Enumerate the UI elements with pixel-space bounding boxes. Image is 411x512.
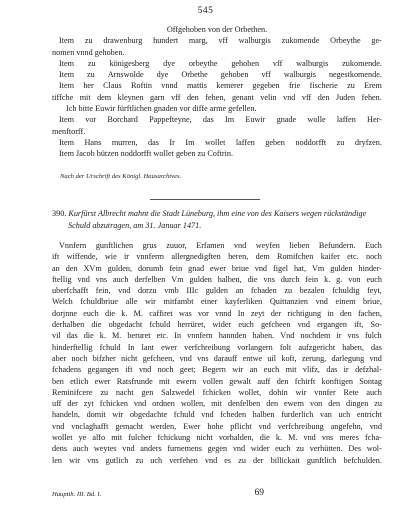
document-heading [52, 208, 382, 232]
body-line: ftellig vnd vns auch derfelben Vm gulden halben, die vns durch fein k. g. von euch [52, 274, 382, 284]
source-note: Nach der Urschrift des Königl. Hausarchives. [60, 173, 182, 180]
list-line: Item Jacob bützen noddorfft wollet geben zu Coftrin. [59, 149, 234, 159]
body-line: an den XVm gulden, dorumb fein gnad ewer briue vnd figel hat, Vm gulden hinder- [52, 263, 382, 273]
footer-volume-mark: Hauptth. III. Bd. I. [52, 491, 102, 498]
list-line: Item zu drawenburg hundert marg, vff walburgis zukomende Orbeythe ge- [59, 36, 382, 46]
body-line: ben etlich ewer Ratsfrunde mit ewern vollen gewalt auff den fchirft konftigen Sontag [52, 376, 382, 386]
page-footer [52, 488, 382, 498]
list-line: Item her Claus Roftin vnnd mattis kemerer gegeben frie fischerie zu Erem [59, 81, 382, 91]
list-line: Item zu königesberg dye orbeythe gehoben vff walburgis zukomende. [59, 58, 382, 68]
body-line: vil das die k. M. beruret etc. In vnnfern hannden haben. Vnd nochdem ir vns fulch [52, 331, 382, 341]
top-list [52, 24, 382, 160]
body-line: Vnnfern gunftlichen grus zuuor, Erfamen vnd weyfen lieben Befundern. Euch [59, 241, 382, 250]
body-line: hinderftellig fchuld In lant ewer verfchreibung vorlangern folt aufzgericht haben, das [52, 342, 382, 352]
body-line: dorjnne euch die k. M. caffiret was vor vnnd In zeyt der richtigung in den fachen, [52, 308, 382, 318]
list-line: nomen vnnd gehoben. [52, 47, 125, 57]
document-body [52, 240, 382, 466]
document-number: 390. [52, 209, 67, 218]
list-line: Item vor Borchard Pappefteyne, das Im Euwir gnade wolle laffen Her- [59, 115, 382, 125]
body-line: fchadens gegangen ift vnd noch geet; Begern wir an euch mit vlifz, das ir defzhal- [52, 365, 382, 375]
body-line: handeln, domit wir obgedachte fchuld vnd fcheden halben furderlich van uch entricht [52, 410, 382, 420]
body-line: len wir vns gutlich zu uch verfehen vnd es zu der billickait gunftlich befchulden. [52, 455, 382, 465]
list-line: Ich bitte Euwir fürftlichen gnaden vor diffe arme gefellen. [66, 104, 257, 114]
body-line: vnd vnclaghafft gemacht werden, Ewer hohe pflicht vnd verfchreibung angefehn, vnd [52, 421, 382, 431]
list-line: tiffche mit dem kleynen garn vff den fehen, genant velin vnd vff den Juden fehen. [52, 92, 382, 102]
section-divider [150, 199, 260, 200]
footer-signature: 69 [254, 488, 264, 498]
body-line: uff der zyt fchicken vnd ordnen wollen, mit denfelben den ewern von den dingen zu [52, 399, 382, 409]
body-line: wollet ye alfo mit fulcher fchickung nicht vorhalden, die k. M. vnd vns meres fcha- [52, 433, 382, 443]
list-line: Item Hans murren, das Ir Im wollet laffen geben noddorfft zu dryfzen. [59, 137, 382, 147]
document-title-line1: Kurfürst Albrecht mahnt die Stadt Lüneburg, ihm eine von des Kaisers wegen rückständige [68, 209, 367, 218]
body-line: Welch fchuldbriue alle wir mitfambt einer kayferliken Quittanzien vnd einem briue, [52, 297, 382, 307]
page-number: 545 [197, 6, 214, 16]
list-line: Item zu Arnswolde dye Orbethe gehoben vff walburgis negestkomende. [59, 70, 382, 80]
body-line: ift wiffende, wie ir vnnferm allergnedigften heren, dem Romifchen kaifer etc. noch [52, 252, 382, 262]
body-line: Reminifcere zu nacht gen Salzwedel fchicken wollet, dohin wir vnnfer Rete auch [52, 387, 382, 397]
list-line: menftorff. [52, 126, 86, 136]
body-line: derhalben die obgedacht fchuld herrüret, wider euch gefcheen vnd ergangen ift, So- [52, 320, 382, 330]
body-line: uberfchafft fein, vnd dorzu vmb IIIc gulden an fchaden zu bezalen fchuldig feyt, [52, 286, 382, 296]
body-line: dens auch weytes vnd anders furnemens gegen vnd wider euch zu verhütten. Des wol- [52, 444, 382, 454]
list-heading: Offgehoben von der Orbethen. [166, 25, 268, 34]
document-title-line2: Schuld abzutragen, am 31. Januar 1471. [68, 220, 202, 230]
body-line: aber noch bifzher nicht gefcheen, vnd vns darauff entwe uil koft, zerung, darlegung vnd [52, 353, 382, 363]
